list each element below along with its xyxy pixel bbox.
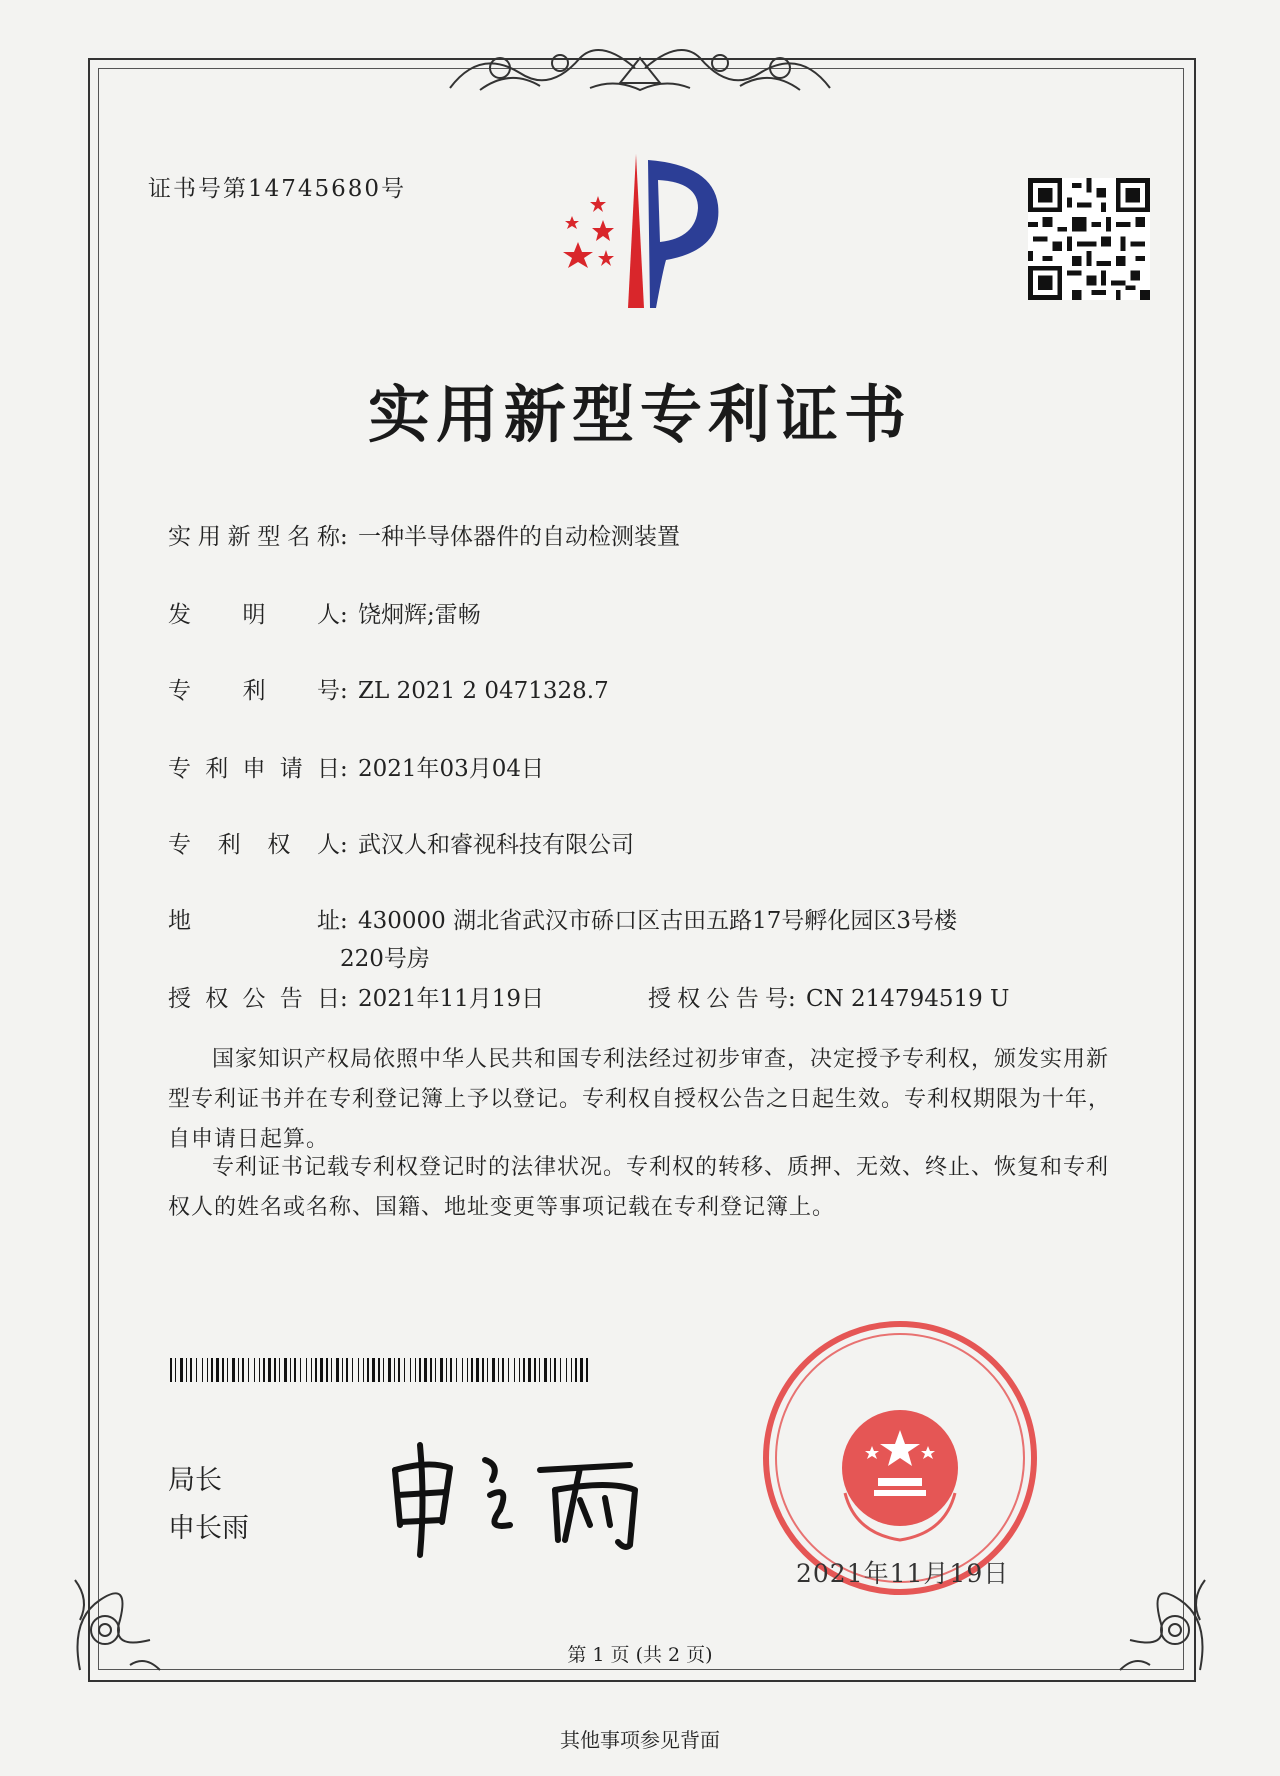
field-value: 一种半导体器件的自动检测装置 — [358, 524, 680, 550]
top-ornament-icon — [440, 28, 840, 108]
field-patentee: 专利权人: 武汉人和睿视科技有限公司 — [168, 826, 634, 859]
cnipa-logo-icon — [548, 150, 728, 308]
paragraph-grant-statement: 国家知识产权局依照中华人民共和国专利法经过初步审查，决定授予专利权，颁发实用新型专利证书并在专利登记簿上予以登记。专利权自授权公告之日起生效。专利权期限为十年，自申请日起算。 — [168, 1047, 1112, 1152]
field-application-date: 专利申请日: 2021年03月04日 — [168, 750, 544, 783]
address-line-2: 220号房 — [340, 946, 430, 972]
field-value: CN 214794519 U — [806, 986, 1010, 1012]
field-label: 地址 — [168, 908, 340, 934]
barcode-icon — [170, 1358, 590, 1382]
field-address: 地址: 430000 湖北省武汉市硚口区古田五路17号孵化园区3号楼 — [168, 902, 957, 935]
field-label: 实用新型名称 — [168, 524, 340, 550]
director-name: 申长雨 — [168, 1513, 249, 1544]
field-grant-number: 授权公告号: CN 214794519 U — [648, 980, 1009, 1013]
qr-code-icon — [1028, 178, 1150, 300]
field-value: 430000 湖北省武汉市硚口区古田五路17号孵化园区3号楼 — [358, 908, 958, 934]
field-label: 专利申请日 — [168, 756, 340, 782]
field-inventor: 发明人: 饶炯辉;雷畅 — [168, 596, 481, 629]
field-utility-model-name: 实用新型名称: 一种半导体器件的自动检测装置 — [168, 518, 680, 551]
field-value: 2021年03月04日 — [358, 756, 545, 782]
field-label: 授权公告日 — [168, 986, 340, 1012]
field-label: 发明人 — [168, 602, 340, 628]
field-patent-number: 专利号: ZL 2021 2 0471328.7 — [168, 672, 609, 705]
footer-note: 其他事项参见背面 — [560, 1728, 720, 1752]
certificate-number: 证书号第14745680号 — [148, 176, 407, 202]
field-value: 武汉人和睿视科技有限公司 — [358, 832, 634, 858]
paragraph-legal-status: 专利证书记载专利权登记时的法律状况。专利权的转移、质押、无效、终止、恢复和专利权人的姓名或名称、国籍、地址变更等事项记载在专利登记簿上。 — [168, 1155, 1110, 1220]
field-value: ZL 2021 2 0471328.7 — [358, 678, 609, 704]
field-value: 2021年11月19日 — [358, 986, 545, 1012]
seal-date: 2021年11月19日 — [796, 1559, 1010, 1588]
field-label: 专利号 — [168, 678, 340, 704]
signature-icon — [380, 1430, 660, 1560]
field-grant-date: 授权公告日: 2021年11月19日 — [168, 980, 544, 1013]
field-label: 专利权人 — [168, 832, 340, 858]
field-value: 饶炯辉;雷畅 — [358, 602, 481, 628]
certificate-title: 实用新型专利证书 — [367, 378, 912, 451]
field-label: 授权公告号 — [648, 986, 788, 1012]
page-number: 第 1 页 (共 2 页) — [567, 1644, 713, 1666]
director-title: 局长 — [168, 1465, 222, 1496]
